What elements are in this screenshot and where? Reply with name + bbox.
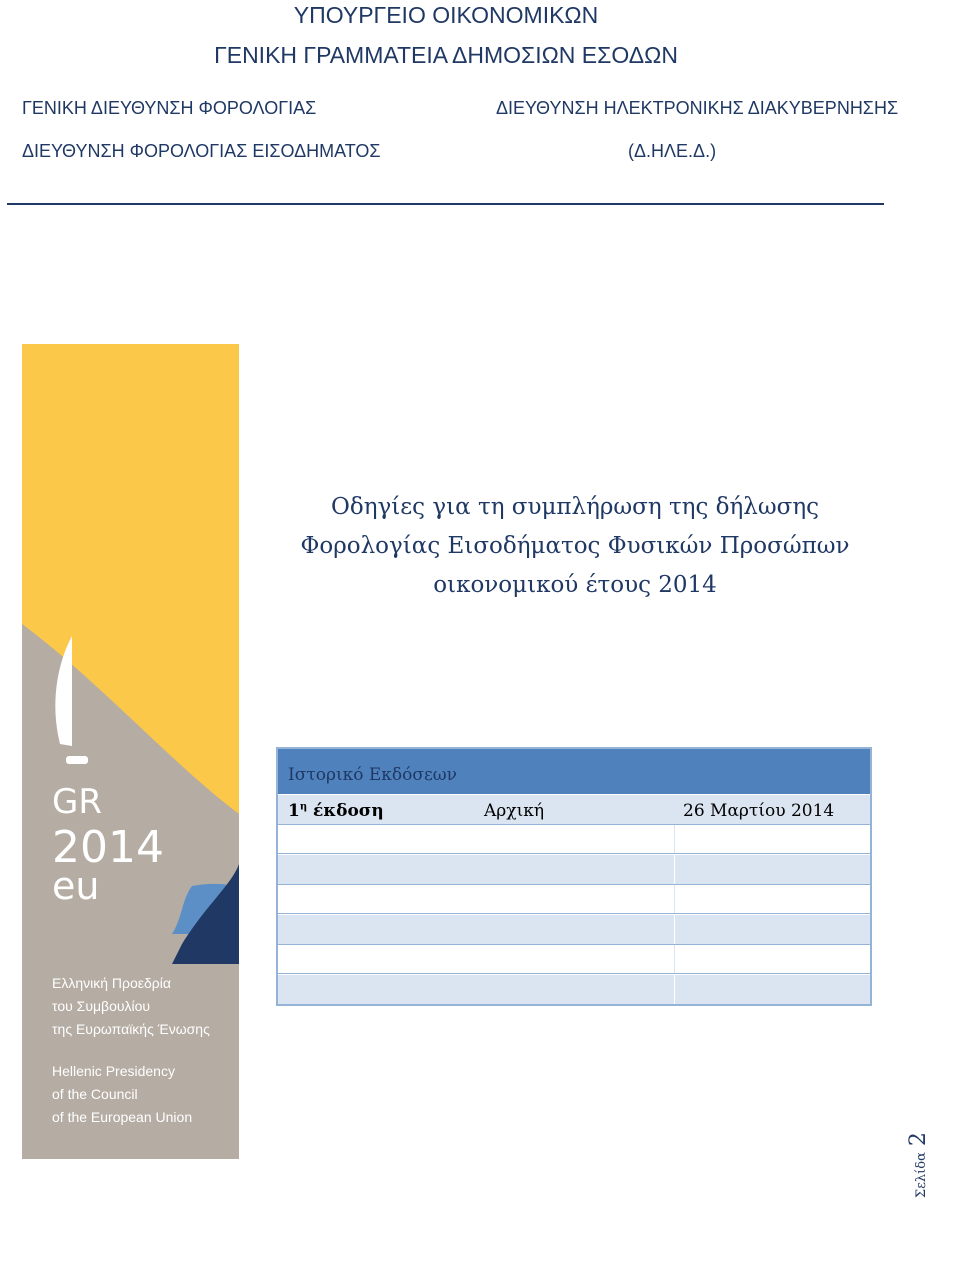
e-governance-directorate: ΔΙΕΥΘΥΝΣΗ ΗΛΕΚΤΡΟΝΙΚΗΣ ΔΙΑΚΥΒΕΡΝΗΣΗΣ	[496, 98, 899, 118]
ministry-title: ΥΠΟΥΡΓΕΙΟ ΟΙΚΟΝΟΜΙΚΩΝ	[293, 2, 599, 28]
presidency-greek-text	[52, 972, 210, 1041]
table-row	[278, 914, 870, 944]
version-number: 1	[288, 801, 300, 821]
income-tax-directorate: ΔΙΕΥΘΥΝΣΗ ΦΟΡΟΛΟΓΙΑΣ ΕΙΣΟΔΗΜΑΤΟΣ	[22, 141, 381, 161]
table-row	[278, 794, 870, 824]
greek-line-2: του Συμβουλίου	[52, 998, 151, 1014]
eu-presidency-banner	[22, 344, 239, 1159]
boat-hull-icon	[66, 756, 88, 764]
header-divider	[7, 203, 884, 205]
table-row	[278, 854, 870, 884]
page-number: 2	[906, 1132, 931, 1147]
page-word: Σελίδα	[914, 1152, 929, 1198]
logo-gr: GR	[52, 782, 102, 822]
title-line-3: οικονομικού έτους 2014	[433, 572, 717, 598]
logo-year: 2014	[52, 822, 164, 873]
description-cell: Αρχική	[484, 801, 545, 821]
page-number-label	[906, 1124, 934, 1198]
date-cell: 26 Μαρτίου 2014	[683, 801, 835, 821]
table-row	[278, 944, 870, 974]
table-row	[278, 884, 870, 914]
english-line-1: Hellenic Presidency	[52, 1063, 175, 1079]
table-row	[278, 824, 870, 854]
presidency-english-text	[52, 1060, 192, 1129]
logo-eu: eu	[52, 864, 100, 908]
version-history-table	[276, 747, 872, 1006]
version-cell	[288, 801, 384, 821]
greek-line-1: Ελληνική Προεδρία	[52, 975, 171, 991]
table-heading: Ιστορικό Εκδόσεων	[288, 765, 457, 785]
version-word: έκδοση	[307, 801, 384, 821]
greek-line-3: της Ευρωπαϊκής Ένωσης	[52, 1021, 210, 1037]
title-line-2: Φορολογίας Εισοδήματος Φυσικών Προσώπων	[300, 533, 850, 559]
english-line-3: of the European Union	[52, 1109, 193, 1125]
table-row	[278, 974, 870, 1004]
general-directorate: ΓΕΝΙΚΗ ΔΙΕΥΘΥΝΣΗ ΦΟΡΟΛΟΓΙΑΣ	[22, 98, 317, 118]
table-header-row	[278, 749, 870, 794]
version-ordinal: η	[299, 801, 308, 813]
english-line-2: of the Council	[52, 1086, 138, 1102]
e-governance-abbreviation: (Δ.ΗΛΕ.Δ.)	[628, 141, 717, 161]
title-line-1: Οδηγίες για τη συμπλήρωση της δήλωσης	[331, 494, 819, 520]
secretariat-title: ΓΕΝΙΚΗ ΓΡΑΜΜΑΤΕΙΑ ΔΗΜΟΣΙΩΝ ΕΣΟΔΩΝ	[214, 42, 678, 68]
document-title	[250, 488, 900, 605]
